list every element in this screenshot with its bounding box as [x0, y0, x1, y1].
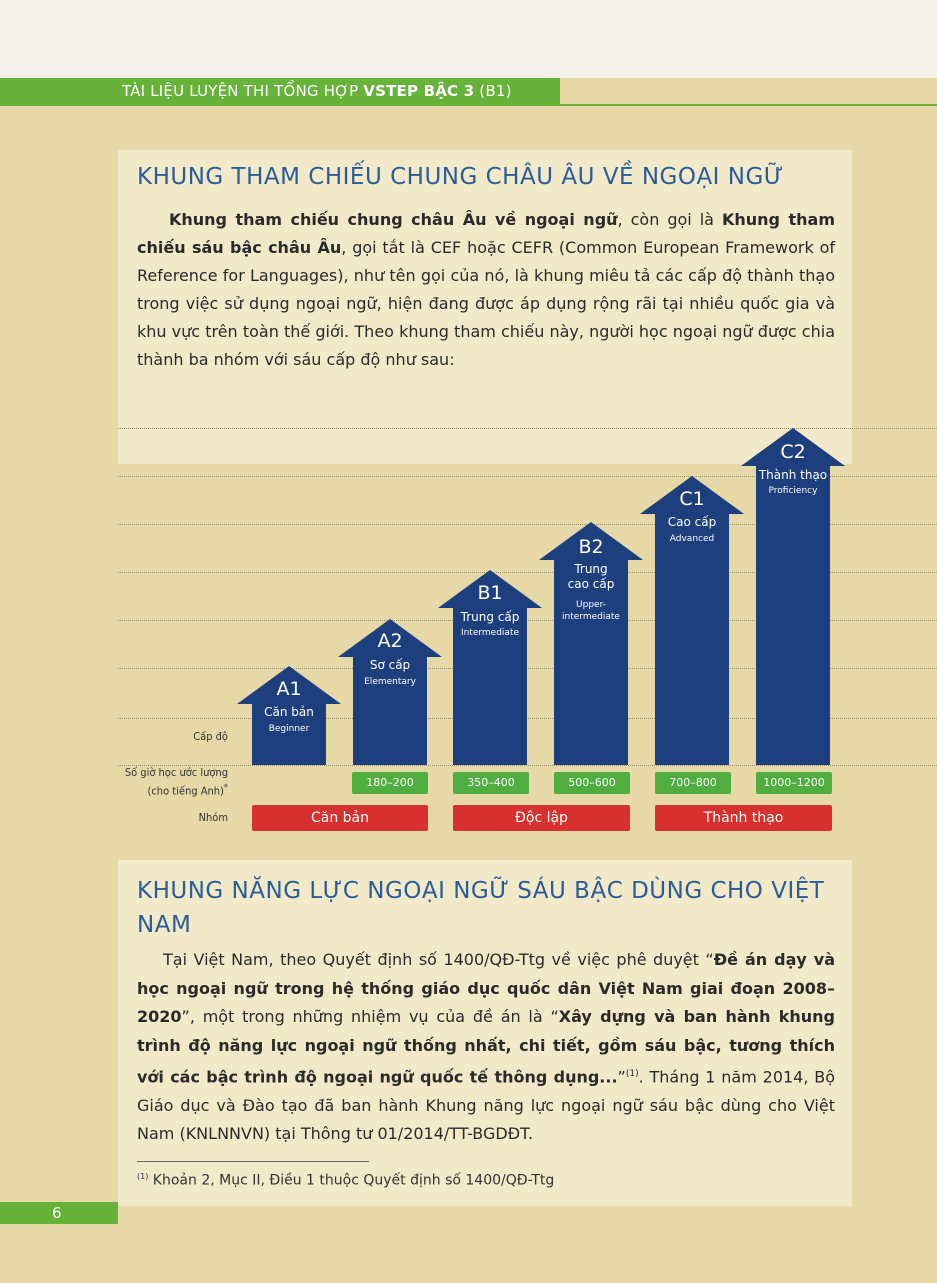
label-level: Cấp độ	[193, 730, 228, 743]
hours-badge-b1: 350–400	[453, 772, 529, 794]
level-code: C1	[679, 488, 705, 510]
section2-paragraph: Tại Việt Nam, theo Quyết định số 1400/QĐ-Ttg về việc phê duyệt “Đề án dạy và học ngoại ngữ trong hệ thống giáo dục quốc dân Việt Nam giai đoạn 2008–2020”, một trong những nhiệm vụ của đề án là “Xây dựng và ban hành khung trình độ năng lực ngoại ngữ thống nhất, chi tiết, gồm sáu bậc, tương thích với các bậc trình độ ngoại ngữ quốc tế thông dụng...”$^{(1)}$. Tháng 1 năm 2014, Bộ Giáo dục và Đào tạo đã ban hành Khung năng lực ngoại ngữ sáu bậc dùng cho Việt Nam (KNLNNVN) tại Thông tư 01/2014/TT-BGDĐT.	[137, 950, 836, 1144]
section1-title: KHUNG THAM CHIẾU CHUNG CHÂU ÂU VỀ NGOẠI NGỮ	[137, 164, 785, 190]
arrow-a2	[338, 619, 442, 765]
level-code: B1	[477, 582, 503, 604]
hours-badge-c1: 700–800	[655, 772, 731, 794]
level-vn: Thành thạo	[758, 468, 828, 482]
level-vn: Trung cao cấp	[567, 562, 615, 591]
level-vn: Sơ cấp	[369, 658, 411, 672]
level-code: A1	[276, 678, 302, 700]
hours-badge-c2: 1000–1200	[756, 772, 832, 794]
level-code: A2	[377, 630, 403, 652]
group-bar-independent: Độc lập	[453, 805, 630, 831]
arrow-c1	[640, 476, 744, 765]
level-vn: Cao cấp	[667, 515, 717, 529]
group-bar-basic: Căn bản	[252, 805, 428, 831]
level-en: Advanced	[669, 534, 715, 544]
grid-line	[118, 765, 937, 766]
footnote-rule	[137, 1161, 369, 1162]
arrow-a1	[237, 666, 341, 765]
book-page	[0, 78, 937, 1283]
level-code: B2	[578, 536, 604, 558]
level-en: Intermediate	[460, 628, 520, 638]
level-en: Elementary	[364, 677, 416, 687]
level-en: Upper-intermediate	[562, 600, 620, 622]
label-hours-line2: (cho tiếng Anh)*	[147, 782, 228, 798]
footnote: $^{(1)}$ Khoản 2, Mục II, Điều 1 thuộc Quyết định số 1400/QĐ-Ttg	[137, 1172, 555, 1189]
header-line	[560, 104, 937, 106]
level-en: Proficiency	[768, 486, 818, 496]
running-header: TÀI LIỆU LUYỆN THI TỔNG HỢP VSTEP BẬC 3 (B1)	[122, 82, 512, 100]
level-vn: Căn bản	[264, 705, 314, 719]
level-vn: Trung cấp	[460, 610, 520, 624]
label-hours-line1: Số giờ học ước lượng	[124, 766, 228, 779]
hours-badge-a2: 180–200	[352, 772, 428, 794]
arrow-b1	[438, 570, 542, 765]
page-number: 6	[52, 1204, 62, 1222]
arrow-b2	[539, 522, 643, 765]
level-en: Beginner	[268, 724, 310, 734]
hours-badge-b2: 500–600	[554, 772, 630, 794]
arrow-c2	[741, 428, 845, 765]
level-code: C2	[780, 441, 806, 463]
group-bar-proficient: Thành thạo	[655, 805, 832, 831]
section1-paragraph: Khung tham chiếu chung châu Âu về ngoại ngữ, còn gọi là Khung tham chiếu sáu bậc châu Âu, gọi tắt là CEF hoặc CEFR (Common European Framework of Reference for Languages), như tên gọi của nó, là khung miêu tả các cấp độ thành thạo trong việc sử dụng ngoại ngữ, hiện đang được áp dụng rộng rãi tại nhiều quốc gia và khu vực trên toàn thế giới. Theo khung tham chiếu này, người học ngoại ngữ được chia thành ba nhóm với sáu cấp độ như sau:	[137, 210, 836, 369]
section2-title: KHUNG NĂNG LỰC NGOẠI NGỮ SÁU BẬC DÙNG CHO VIỆT NAM	[137, 878, 825, 938]
label-group: Nhóm	[198, 811, 228, 824]
